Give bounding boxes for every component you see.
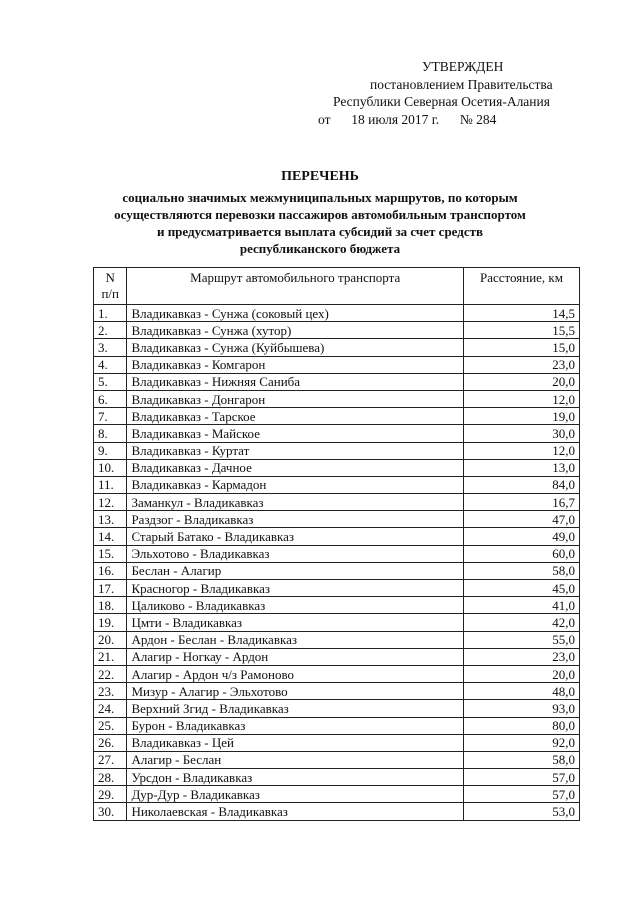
row-route: Владикавказ - Майское (127, 425, 464, 442)
row-number: 16. (94, 562, 127, 579)
header-distance: Расстояние, км (463, 268, 579, 305)
row-distance: 12,0 (463, 442, 579, 459)
row-distance: 55,0 (463, 631, 579, 648)
table-row (94, 459, 580, 476)
table-row (94, 322, 580, 339)
row-number: 25. (94, 717, 127, 734)
subtitle-line: республиканского бюджета (239, 241, 401, 256)
row-distance: 20,0 (463, 373, 579, 390)
row-route: Владикавказ - Куртат (127, 442, 464, 459)
approval-date-line (318, 111, 598, 129)
row-route: Владикавказ - Сунжа (Куйбышева) (127, 339, 464, 356)
row-route: Беслан - Алагир (127, 562, 464, 579)
routes-table (93, 267, 580, 821)
row-route: Эльхотово - Владикавказ (127, 545, 464, 562)
row-number: 21. (94, 648, 127, 665)
table-row (94, 751, 580, 768)
table-row (94, 494, 580, 511)
row-distance: 47,0 (463, 511, 579, 528)
row-number: 29. (94, 786, 127, 803)
row-route: Владикавказ - Донгарон (127, 390, 464, 407)
row-route: Владикавказ - Нижняя Саниба (127, 373, 464, 390)
row-distance: 57,0 (463, 786, 579, 803)
document-title: ПЕРЕЧЕНЬ (281, 169, 359, 184)
row-route: Владикавказ - Комгарон (127, 356, 464, 373)
approval-from-label: от (318, 111, 331, 127)
row-number: 5. (94, 373, 127, 390)
row-route: Урсдон - Владикавказ (127, 769, 464, 786)
row-distance: 80,0 (463, 717, 579, 734)
table-row (94, 648, 580, 665)
row-distance: 23,0 (463, 356, 579, 373)
table-row (94, 562, 580, 579)
row-distance: 12,0 (463, 390, 579, 407)
row-route: Раздзог - Владикавказ (127, 511, 464, 528)
row-number: 14. (94, 528, 127, 545)
row-number: 20. (94, 631, 127, 648)
approval-number: № 284 (459, 111, 497, 127)
row-route: Владикавказ - Тарское (127, 408, 464, 425)
table-row (94, 597, 580, 614)
table-body (94, 305, 580, 821)
approval-date: 18 июля 2017 г. (351, 111, 440, 127)
row-number: 4. (94, 356, 127, 373)
subtitle-line: и предусматривается выплата субсидий за счет средств (156, 224, 484, 239)
table-row (94, 614, 580, 631)
table-row (94, 734, 580, 751)
row-distance: 19,0 (463, 408, 579, 425)
table-row (94, 511, 580, 528)
row-distance: 57,0 (463, 769, 579, 786)
table-row (94, 683, 580, 700)
row-number: 15. (94, 545, 127, 562)
row-number: 27. (94, 751, 127, 768)
table-row (94, 373, 580, 390)
row-number: 8. (94, 425, 127, 442)
table-row (94, 476, 580, 493)
table-row (94, 408, 580, 425)
row-distance: 30,0 (463, 425, 579, 442)
row-distance: 58,0 (463, 751, 579, 768)
table-row (94, 665, 580, 682)
row-route: Владикавказ - Дачное (127, 459, 464, 476)
row-number: 3. (94, 339, 127, 356)
row-number: 6. (94, 390, 127, 407)
row-route: Алагир - Беслан (127, 751, 464, 768)
row-route: Владикавказ - Кармадон (127, 476, 464, 493)
table-row (94, 769, 580, 786)
row-number: 18. (94, 597, 127, 614)
row-route: Николаевская - Владикавказ (127, 803, 464, 820)
row-distance: 20,0 (463, 665, 579, 682)
table-row (94, 700, 580, 717)
header-number-line-2: п/п (101, 286, 119, 301)
row-route: Алагир - Ардон ч/з Рамоново (127, 665, 464, 682)
row-number: 26. (94, 734, 127, 751)
row-distance: 48,0 (463, 683, 579, 700)
row-distance: 15,0 (463, 339, 579, 356)
table-row (94, 442, 580, 459)
row-number: 2. (94, 322, 127, 339)
row-distance: 53,0 (463, 803, 579, 820)
row-route: Цмти - Владикавказ (127, 614, 464, 631)
row-route: Заманкул - Владикавказ (127, 494, 464, 511)
table-header-row (94, 268, 580, 305)
row-distance: 15,5 (463, 322, 579, 339)
row-number: 22. (94, 665, 127, 682)
row-number: 13. (94, 511, 127, 528)
row-distance: 60,0 (463, 545, 579, 562)
row-number: 10. (94, 459, 127, 476)
row-number: 23. (94, 683, 127, 700)
table-row (94, 545, 580, 562)
row-number: 24. (94, 700, 127, 717)
row-number: 19. (94, 614, 127, 631)
document-heading (60, 168, 580, 257)
row-route: Бурон - Владикавказ (127, 717, 464, 734)
subtitle-line: осуществляются перевозки пассажиров автомобильным транспортом (114, 207, 526, 222)
row-route: Старый Батако - Владикавказ (127, 528, 464, 545)
row-route: Дур-Дур - Владикавказ (127, 786, 464, 803)
row-distance: 42,0 (463, 614, 579, 631)
row-route: Цаликово - Владикавказ (127, 597, 464, 614)
table-row (94, 339, 580, 356)
header-number-line-1: N (105, 270, 115, 285)
row-distance: 84,0 (463, 476, 579, 493)
table-row (94, 580, 580, 597)
row-number: 11. (94, 476, 127, 493)
row-distance: 14,5 (463, 305, 579, 322)
row-route: Владикавказ - Сунжа (хутор) (127, 322, 464, 339)
row-route: Ардон - Беслан - Владикавказ (127, 631, 464, 648)
row-number: 28. (94, 769, 127, 786)
row-route: Алагир - Ногкау - Ардон (127, 648, 464, 665)
row-number: 7. (94, 408, 127, 425)
table-row (94, 717, 580, 734)
row-distance: 13,0 (463, 459, 579, 476)
approval-line-1: постановлением Правительства (370, 76, 553, 92)
header-route: Маршрут автомобильного транспорта (127, 268, 464, 305)
row-route: Красногор - Владикавказ (127, 580, 464, 597)
approval-block (318, 58, 598, 128)
table-row (94, 631, 580, 648)
row-number: 9. (94, 442, 127, 459)
row-number: 30. (94, 803, 127, 820)
row-route: Мизур - Алагир - Эльхотово (127, 683, 464, 700)
table-row (94, 528, 580, 545)
row-route: Владикавказ - Цей (127, 734, 464, 751)
row-distance: 45,0 (463, 580, 579, 597)
row-number: 12. (94, 494, 127, 511)
approval-title: УТВЕРЖДЕН (422, 59, 504, 74)
subtitle-line: социально значимых межмуниципальных маршрутов, по которым (122, 190, 518, 205)
table-row (94, 803, 580, 820)
row-route: Верхний Згид - Владикавказ (127, 700, 464, 717)
row-distance: 58,0 (463, 562, 579, 579)
table-row (94, 390, 580, 407)
header-number (94, 268, 127, 305)
table-row (94, 305, 580, 322)
row-distance: 41,0 (463, 597, 579, 614)
row-distance: 49,0 (463, 528, 579, 545)
row-distance: 23,0 (463, 648, 579, 665)
document-subtitle (60, 189, 580, 257)
row-route: Владикавказ - Сунжа (соковый цех) (127, 305, 464, 322)
row-number: 1. (94, 305, 127, 322)
row-distance: 92,0 (463, 734, 579, 751)
row-distance: 16,7 (463, 494, 579, 511)
row-distance: 93,0 (463, 700, 579, 717)
table-row (94, 356, 580, 373)
row-number: 17. (94, 580, 127, 597)
table-row (94, 425, 580, 442)
table-row (94, 786, 580, 803)
approval-line-2: Республики Северная Осетия-Алания (333, 94, 550, 109)
